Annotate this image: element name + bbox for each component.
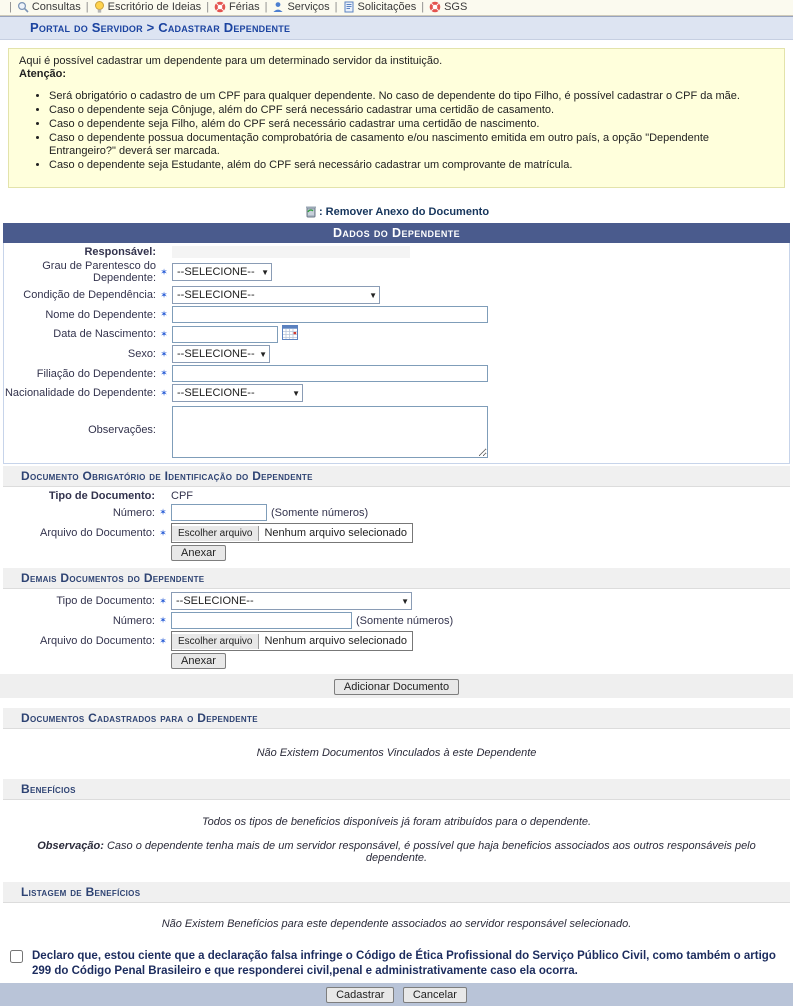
declaration-row bbox=[6, 949, 785, 979]
menu-separator: | bbox=[85, 1, 89, 13]
adicionar-documento-row bbox=[0, 674, 793, 698]
required-icon: ✶ bbox=[159, 595, 167, 606]
file-input-cpf[interactable] bbox=[171, 523, 413, 543]
required-icon: ✶ bbox=[160, 309, 168, 319]
field-sexo: Sexo: ✶ --SELECIONE-- ▼ bbox=[4, 344, 789, 364]
menu-item-consultas[interactable]: Consultas bbox=[17, 1, 81, 13]
menu-separator: | bbox=[9, 1, 12, 13]
numero-hint: (Somente números) bbox=[356, 614, 454, 627]
menu-item-escritorio-de-ideias[interactable]: Escritório de Ideias bbox=[94, 1, 202, 13]
declaration-text: Declaro que, estou ciente que a declaração falsa infringe o Código de Ética Profissional do Serviço Público Civil, como também o artigo 299 do Código Penal Brasileiro e que responderei civil,penal e administrativamente caso ela ocorra. bbox=[32, 950, 776, 977]
notice-bullet: • Caso o dependente seja Estudante, além do CPF será necessário cadastrar um comprovante de matrícula. bbox=[49, 159, 774, 172]
declaration-checkbox[interactable] bbox=[10, 950, 23, 963]
numero-cpf-input[interactable] bbox=[171, 504, 267, 521]
adicionar-documento-button[interactable]: Adicionar Documento bbox=[334, 679, 459, 695]
required-icon: ✶ bbox=[159, 635, 167, 646]
field-condicao-dependencia: Condição de Dependência: ✶ --SELECIONE-- ▼ bbox=[4, 285, 789, 305]
tipo-documento-select[interactable]: --SELECIONE-- ▼ bbox=[171, 592, 412, 610]
observacoes-textarea[interactable] bbox=[172, 406, 488, 458]
notice-bullet: • Caso o dependente seja Filho, além do CPF será necessário cadastrar uma certidão de nascimento. bbox=[49, 118, 774, 131]
field-observacoes: Observações: bbox=[4, 403, 789, 463]
section-title-beneficios: Benefícios bbox=[3, 779, 790, 800]
required-icon: ✶ bbox=[160, 387, 168, 398]
numero-hint: (Somente números) bbox=[271, 506, 369, 519]
menu-item-sgs[interactable]: SGS bbox=[429, 1, 467, 13]
chevron-down-icon: ▼ bbox=[259, 349, 267, 359]
field-numero-cpf: Número: ✶ (Somente números) bbox=[3, 503, 790, 522]
demais-documentos-body bbox=[3, 589, 790, 674]
row-anexar-demais bbox=[3, 652, 790, 670]
menu-separator: | bbox=[334, 1, 338, 13]
choose-file-button[interactable]: Escolher arquivo bbox=[172, 526, 259, 541]
lifebuoy-icon bbox=[214, 1, 226, 13]
cancelar-button[interactable]: Cancelar bbox=[403, 987, 467, 1003]
top-menu bbox=[0, 0, 793, 16]
beneficios-all-assigned-message: Todos os tipos de beneficios disponíveis já foram atribuídos para o dependente. bbox=[201, 816, 592, 828]
document-icon bbox=[343, 1, 355, 13]
notice-bullet: • Será obrigatório o cadastro de um CPF para qualquer dependente. No caso de dependente do tipo Filho, é possível cadastrar o CPF da mãe. bbox=[49, 90, 774, 103]
beneficios-observacao: Observação: Caso o dependente tenha mais de um servidor responsável, é possível que haja beneficios associados aos outros responsáveis pelo dependente. bbox=[37, 840, 756, 864]
calendar-icon[interactable] bbox=[282, 325, 298, 343]
required-icon: ✶ bbox=[160, 289, 168, 300]
chevron-down-icon: ▼ bbox=[261, 267, 269, 277]
section-title-documento-obrigatorio: Documento Obrigatório de Identificação do Dependente bbox=[3, 466, 790, 487]
menu-item-ferias[interactable]: Férias bbox=[214, 1, 260, 13]
file-status: Nenhum arquivo selecionado bbox=[264, 635, 407, 647]
nacionalidade-select[interactable]: --SELECIONE-- ▼ bbox=[172, 384, 303, 402]
notice-attention-label: Atenção: bbox=[19, 68, 67, 80]
user-icon bbox=[272, 1, 284, 13]
section-title-demais-documentos: Demais Documentos do Dependente bbox=[3, 568, 790, 589]
anexar-button[interactable]: Anexar bbox=[171, 653, 226, 669]
menu-item-servicos[interactable]: Serviços bbox=[272, 1, 329, 13]
field-arquivo-documento-demais: Arquivo do Documento: ✶ Escolher arquivo Nenhum arquivo selecionado bbox=[3, 630, 790, 652]
section-title-documentos-cadastrados: Documentos Cadastrados para o Dependente bbox=[3, 708, 790, 729]
grau-parentesco-select[interactable]: --SELECIONE-- ▼ bbox=[172, 263, 272, 281]
chevron-down-icon: ▼ bbox=[369, 290, 377, 300]
chevron-down-icon: ▼ bbox=[292, 388, 300, 398]
observacao-label: Observação: bbox=[37, 840, 104, 852]
field-nacionalidade: Nacionalidade do Dependente: ✶ --SELECIONE-- ▼ bbox=[4, 383, 789, 403]
documentos-cadastrados-empty-message: Não Existem Documentos Vinculados à este Dependente bbox=[256, 747, 537, 759]
row-anexar-cpf bbox=[3, 544, 790, 562]
choose-file-button[interactable]: Escolher arquivo bbox=[172, 634, 259, 649]
chevron-down-icon: ▼ bbox=[401, 596, 409, 606]
required-icon: ✶ bbox=[159, 527, 167, 538]
file-input-demais[interactable] bbox=[171, 631, 413, 651]
required-icon: ✶ bbox=[160, 328, 168, 339]
sexo-select[interactable]: --SELECIONE-- ▼ bbox=[172, 345, 270, 363]
notice-bullet: • Caso o dependente possua documentação comprobatória de casamento e/ou nascimento emitida em outro país, a opção "Dependente Entrangeiro?" deverá ser marcada. bbox=[49, 132, 774, 158]
breadcrumb: Portal do Servidor > Cadastrar Dependente bbox=[0, 16, 793, 40]
dados-dependente-table bbox=[3, 243, 790, 464]
field-arquivo-documento-cpf: Arquivo do Documento: ✶ Escolher arquivo Nenhum arquivo selecionado bbox=[3, 522, 790, 544]
numero-documento-input[interactable] bbox=[171, 612, 352, 629]
field-tipo-documento-cpf: Tipo de Documento: CPF bbox=[48, 490, 193, 502]
required-icon: ✶ bbox=[160, 348, 168, 359]
field-data-nascimento: Data de Nascimento: ✶ bbox=[4, 324, 789, 344]
menu-separator: | bbox=[264, 1, 268, 13]
anexar-button[interactable]: Anexar bbox=[171, 545, 226, 561]
field-responsavel: Responsável: bbox=[4, 243, 789, 259]
search-icon bbox=[17, 1, 29, 13]
menu-separator: | bbox=[206, 1, 210, 13]
tipo-documento-value: CPF bbox=[171, 490, 193, 502]
notice-intro: Aqui é possível cadastrar um dependente para um determinado servidor da instituição. bbox=[19, 55, 443, 67]
trash-icon bbox=[304, 206, 319, 218]
lifebuoy-icon bbox=[429, 1, 441, 13]
field-filiacao: Filiação do Dependente: ✶ bbox=[4, 364, 789, 383]
field-tipo-documento-demais: Tipo de Documento: ✶ --SELECIONE-- ▼ bbox=[3, 591, 790, 611]
notice-bullet: • Caso o dependente seja Cônjuge, além do CPF será necessário cadastrar uma certidão de casamento. bbox=[49, 104, 774, 117]
notice-bullet-list bbox=[49, 90, 774, 172]
documento-obrigatorio-body bbox=[3, 487, 790, 566]
field-numero-demais: Número: ✶ (Somente números) bbox=[3, 611, 790, 630]
filiacao-dependente-input[interactable] bbox=[172, 365, 488, 382]
data-nascimento-input[interactable] bbox=[172, 326, 278, 343]
form-action-bar bbox=[0, 983, 793, 1006]
listagem-beneficios-empty-message: Não Existem Benefícios para este dependente associados ao servidor responsável selecionado. bbox=[161, 918, 632, 930]
field-grau-parentesco: Grau de Parentesco do Dependente: ✶ --SELECIONE-- ▼ bbox=[4, 259, 789, 285]
required-icon: ✶ bbox=[159, 507, 167, 517]
required-icon: ✶ bbox=[160, 266, 168, 277]
field-nome-dependente: Nome do Dependente: ✶ bbox=[4, 305, 789, 324]
responsavel-value bbox=[172, 246, 410, 258]
menu-item-solicitacoes[interactable]: Solicitações bbox=[343, 1, 417, 13]
menu-separator: | bbox=[421, 1, 425, 13]
nome-dependente-input[interactable] bbox=[172, 306, 488, 323]
notice-box bbox=[8, 48, 785, 188]
condicao-dependencia-select[interactable]: --SELECIONE-- ▼ bbox=[172, 286, 380, 304]
cadastrar-button[interactable]: Cadastrar bbox=[326, 987, 394, 1003]
required-icon: ✶ bbox=[160, 368, 168, 378]
file-status: Nenhum arquivo selecionado bbox=[264, 527, 407, 539]
lightbulb-icon bbox=[94, 1, 105, 13]
section-title-dados-dependente: Dados do Dependente bbox=[3, 223, 790, 243]
required-icon: ✶ bbox=[159, 615, 167, 625]
section-title-listagem-beneficios: Listagem de Benefícios bbox=[3, 882, 790, 903]
legend-remove-attachment: : Remover Anexo do Documento bbox=[0, 204, 793, 218]
